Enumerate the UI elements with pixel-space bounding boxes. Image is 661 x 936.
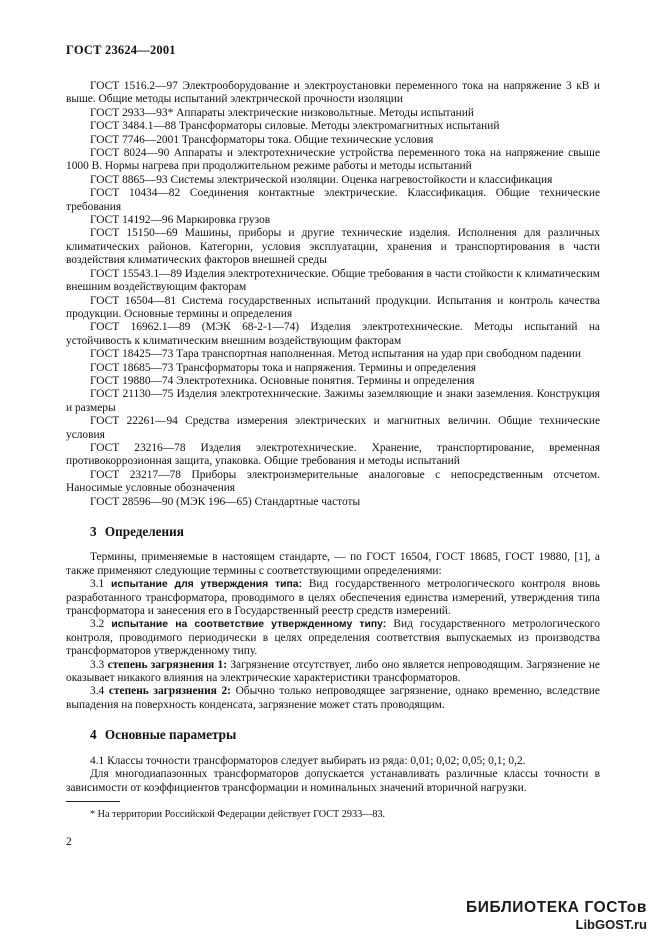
document-header: ГОСТ 23624—2001 — [66, 43, 176, 57]
section-3-title: Определения — [104, 524, 184, 539]
reference-item: ГОСТ 14192—96 Маркировка грузов — [90, 214, 271, 227]
definition-term: степень загрязнения 1: — [107, 658, 227, 671]
definition-term: степень загрязнения 2: — [108, 685, 231, 698]
definition-text: Загрязнение отсутствует, либо оно является непроводящим. Загрязнение не оказывает никакого влияния на электрические характеристики трансформаторов. — [66, 658, 600, 685]
definition-3-2 — [66, 618, 600, 658]
section-4-paragraph-1: 4.1 Классы точности трансформаторов следует выбирать из ряда: 0,01; 0,02; 0,05; 0,1; 0,2. — [90, 754, 526, 767]
page-content — [66, 80, 600, 795]
definition-3-4 — [66, 685, 600, 712]
definition-number: 3.1 — [90, 578, 105, 591]
definition-3-1 — [66, 578, 600, 618]
reference-item: ГОСТ 10434—82 Соединения контактные электрические. Классификация. Общие технические требования — [66, 187, 600, 213]
footnote-divider — [66, 801, 120, 802]
references-list — [66, 80, 600, 509]
section-4-number: 4 — [90, 727, 97, 743]
library-watermark — [466, 899, 647, 932]
watermark-title: БИБЛИОТЕКА ГОСТов — [465, 899, 647, 916]
reference-item: ГОСТ 18425—73 Тара транспортная наполненная. Метод испытания на удар при свободном падении — [90, 348, 581, 361]
definition-3-3 — [66, 659, 600, 686]
definition-text: Вид государственного метрологического контроля вновь разработанного трансформатора, проводимого в целях обеспечения единства измерений, утверждения типа трансформатора и занесения его в Государственный реестр средств измерений. — [66, 578, 600, 618]
definition-number: 3.2 — [90, 618, 105, 631]
reference-item: ГОСТ 7746—2001 Трансформаторы тока. Общие технические условия — [90, 133, 434, 146]
reference-item: ГОСТ 21130—75 Изделия электротехнические. Зажимы заземляющие и знаки заземления. Конструкция и размеры — [66, 388, 600, 414]
reference-item: ГОСТ 18685—73 Трансформаторы тока и напряжения. Термины и определения — [90, 361, 476, 374]
reference-item: ГОСТ 8865—93 Системы электрической изоляции. Оценка нагревостойкости и классификация — [90, 173, 553, 186]
reference-item: ГОСТ 19880—74 Электротехника. Основные понятия. Термины и определения — [90, 374, 475, 387]
reference-item: ГОСТ 8024—90 Аппараты и электротехнические устройства переменного тока на напряжение свыше 1000 В. Нормы нагрева при продолжительном режиме работы и методы испытаний — [66, 147, 600, 173]
definition-number: 3.3 — [90, 658, 105, 671]
section-3-heading — [90, 525, 600, 538]
definition-number: 3.4 — [90, 685, 105, 698]
watermark-site: LibGOST.ru — [575, 917, 647, 932]
reference-item: ГОСТ 23216—78 Изделия электротехнические. Хранение, транспортирование, временная противокоррозионная защита, упаковка. Общие требования и методы испытаний — [66, 441, 600, 468]
page-number: 2 — [66, 836, 72, 848]
definition-term: испытание для утверждения типа: — [111, 579, 303, 591]
reference-item: ГОСТ 23217—78 Приборы электроизмерительные аналоговые с непосредственным отсчетом. Наносимые условные обозначения — [66, 468, 600, 495]
reference-item: ГОСТ 2933—93* Аппараты электрические низковольтные. Методы испытаний — [90, 106, 474, 119]
reference-item: ГОСТ 3484.1—88 Трансформаторы силовые. Методы электромагнитных испытаний — [90, 120, 500, 133]
definition-term: испытание на соответствие утвержденному типу: — [111, 619, 387, 631]
reference-item: ГОСТ 16962.1—89 (МЭК 68-2-1—74) Изделия электротехнические. Методы испытаний на устойчивость к климатическим внешним воздействующим факторам — [66, 321, 600, 347]
section-3-intro: Термины, применяемые в настоящем стандарте, — по ГОСТ 16504, ГОСТ 18685, ГОСТ 19880, [1], а также применяют следующие термины с соответствующими определениями: — [66, 551, 600, 577]
definition-text: Вид государственного метрологического контроля, проводимого периодически в целях определения соответствия выпускаемых из производства трансформаторов утвержденному типу. — [66, 618, 600, 658]
section-4-heading — [90, 728, 600, 741]
definition-text: Обычно только непроводящее загрязнение, однако временно, вследствие выпадения на поверхность конденсата, загрязнение может стать проводящим. — [66, 685, 600, 711]
reference-item: ГОСТ 15543.1—89 Изделия электротехнические. Общие требования в части стойкости к климатическим внешним воздействующим факторам — [66, 267, 600, 294]
section-4-title: Основные параметры — [104, 727, 237, 743]
reference-item: ГОСТ 15150—69 Машины, приборы и другие технические изделия. Исполнения для различных климатических районов. Категории, условия эксплуатации, хранения и транспортирования в части воздействия климатических факторов внешней среды — [66, 227, 600, 267]
footnote: * На территории Российской Федерации действует ГОСТ 2933—83. — [90, 809, 386, 820]
reference-item: ГОСТ 1516.2—97 Электрооборудование и электроустановки переменного тока на напряжение 3 кВ и выше. Общие методы испытаний электрической прочности изоляции — [66, 80, 600, 106]
reference-item: ГОСТ 22261—94 Средства измерения электрических и магнитных величин. Общие технические условия — [66, 415, 600, 441]
section-3-number: 3 — [90, 524, 97, 539]
section-4-paragraph-2: Для многодиапазонных трансформаторов допускается устанавливать различные классы точности в зависимости от коэффициентов трансформации и номинальных значений вторичной нагрузки. — [66, 768, 600, 794]
reference-item: ГОСТ 28596—90 (МЭК 196—65) Стандартные частоты — [90, 495, 361, 508]
reference-item: ГОСТ 16504—81 Система государственных испытаний продукции. Испытания и контроль качества продукции. Основные термины и определения — [66, 294, 600, 320]
